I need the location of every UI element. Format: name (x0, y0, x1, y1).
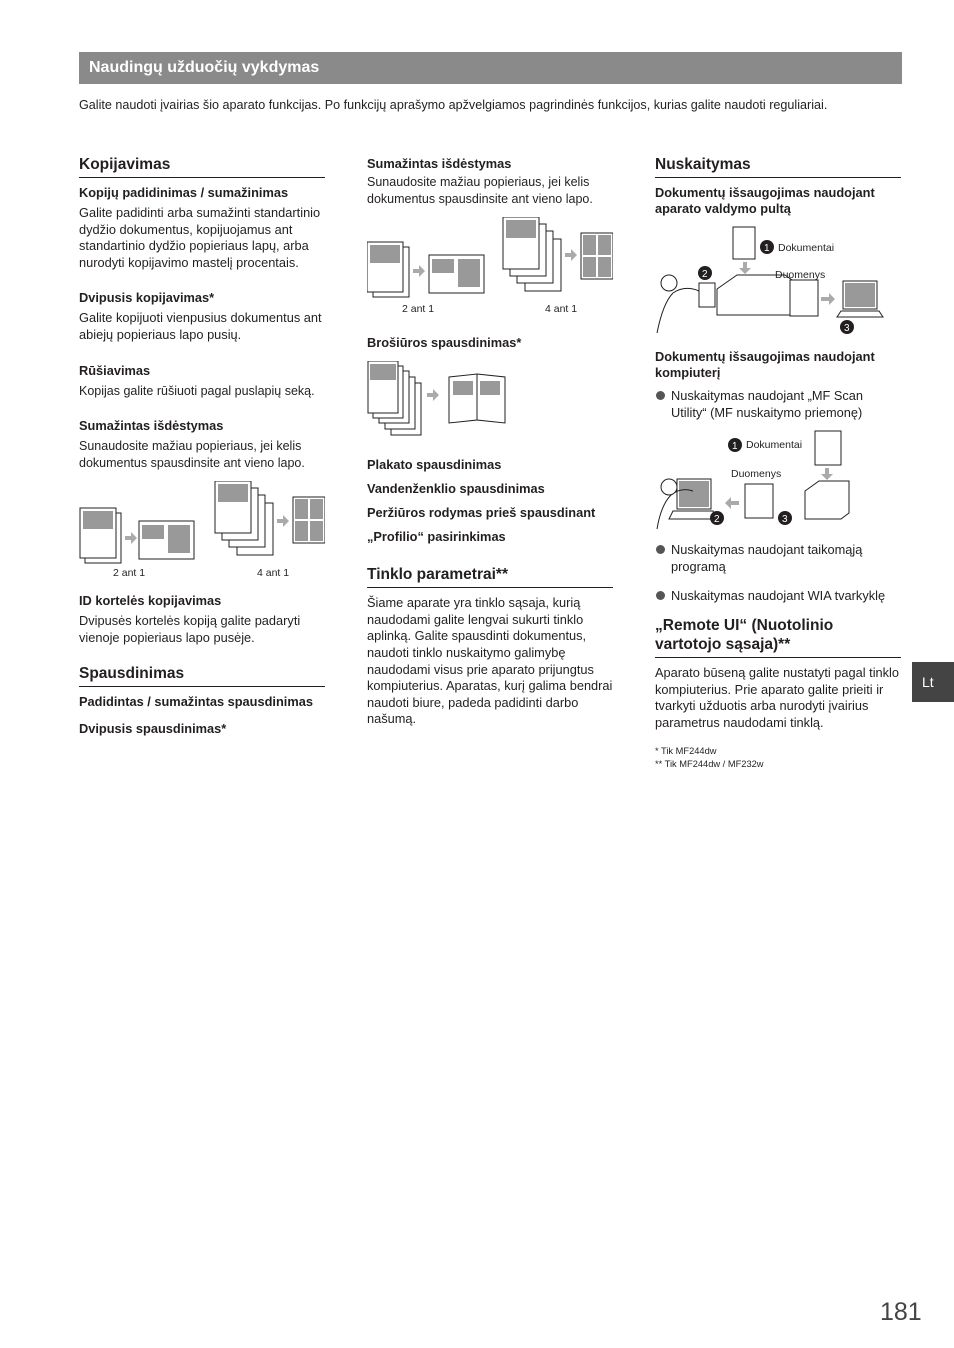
scanning-heading: Nuskaitymas (655, 155, 901, 178)
language-tab (912, 662, 954, 702)
column-left (79, 155, 325, 741)
network-heading: Tinklo parametrai** (367, 565, 613, 588)
fig2-data-label: Duomenys (731, 468, 782, 480)
watermark-heading: Vandenženklio spausdinimas (367, 481, 545, 497)
intro-text: Galite naudoti įvairias šio aparato funkcijas. Po funkcijų aprašymo apžvelgiamos pagrindinės funkcijos, kurias galite naudoti reguliariai. (79, 98, 828, 112)
svg-text:2: 2 (714, 514, 720, 525)
fig-label-2in1: 2 ant 1 (113, 567, 146, 580)
bullet-dot (656, 545, 665, 554)
fig1-doc-label: Dokumentai (778, 242, 835, 254)
svg-text:1: 1 (732, 441, 738, 452)
fig-label-2in1: 2 ant 1 (402, 303, 435, 316)
duplex-copy-text: Galite kopijuoti vienpusius dokumentus ant abiejų popieriaus lapo pusių. (79, 310, 322, 342)
duplex-print-heading: Dvipusis spausdinimas* (79, 720, 227, 736)
booklet-heading: Brošiūros spausdinimas* (367, 335, 522, 351)
copy-enlarge-text: Galite padidinti arba sumažinti standartinio dydžio dokumentus, kopijuojamus ant standartinio dydžio popieriaus lapų, arba nurodyti kopijavimo mastelį procentais. (79, 205, 321, 270)
fig-label-4in1: 4 ant 1 (545, 303, 578, 316)
preview-heading: Peržiūros rodymas prieš spausdinant (367, 505, 596, 521)
bullet-mf-scan-text: Nuskaitymas naudojant „MF Scan Utility“ (MF nuskaitymo priemonę) (671, 388, 864, 420)
duplex-copy-heading: Dvipusis kopijavimas* (79, 290, 215, 306)
svg-text:1: 1 (764, 243, 770, 254)
language-tab-label: Lt (922, 674, 934, 690)
nup-print-illustration (367, 217, 613, 301)
page-number: 181 (880, 1298, 922, 1326)
nup-copy-heading: Sumažintas išdėstymas (79, 418, 224, 434)
poster-heading: Plakato spausdinimas (367, 457, 502, 473)
bullet-app-text: Nuskaitymas naudojant taikomąją programą (671, 542, 863, 574)
scan-pc-figure (655, 429, 901, 537)
nup-copy-text: Sunaudosite mažiau popieriaus, jei kelis dokumentus spausdinsite ant vieno lapo. (79, 439, 305, 470)
bullet-wia-text: Nuskaitymas naudojant WIA tvarkyklę (671, 588, 886, 603)
network-text: Šiame aparate yra tinklo sąsaja, kurią naudodami galite lengvai sukurti tinklo aplinką. Galite spausdinti dokumentus, naudoti tinklo nuskaitymo galimybę naudodami visus prie aparato prijungtus kompiuterius. Aparatas, kurį galima bendrai naudoti biure, padeda padidinti darbo našumą. (367, 595, 613, 727)
nup-print-heading: Sumažintas išdėstymas (367, 156, 512, 171)
bullet-mf-scan (655, 387, 901, 421)
remote-ui-text: Aparato būseną galite nustatyti pagal tinklo kompiuterius. Prie aparato galite prieiti ir tvarkyti užduotis arba nurodyti įvairius parametrus naudodami tinklą. (655, 665, 900, 730)
collate-heading: Rūšiavimas (79, 362, 151, 378)
section-banner (79, 52, 902, 84)
fig-label-4in1: 4 ant 1 (257, 567, 290, 580)
copying-heading: Kopijavimas (79, 155, 325, 178)
scan-panel-heading: Dokumentų išsaugojimas naudojant aparato valdymo pultą (655, 185, 875, 216)
column-middle (367, 156, 613, 728)
nup-print-figure (367, 217, 613, 317)
svg-text:3: 3 (844, 323, 850, 334)
profile-heading: „Profilio“ pasirinkimas (367, 529, 506, 545)
id-card-heading: ID kortelės kopijavimas (79, 593, 222, 609)
collate-text: Kopijas galite rūšiuoti pagal puslapių seką. (79, 383, 315, 398)
column-right (655, 155, 901, 770)
booklet-illustration (367, 361, 527, 437)
nup-copy-figure (79, 481, 325, 581)
scan-panel-figure (655, 225, 901, 343)
fig2-doc-label: Dokumentai (746, 439, 803, 451)
bullet-wia (655, 587, 901, 604)
id-card-text: Dvipusės kortelės kopiją galite padaryti vienoje popieriaus lapo pusėje. (79, 613, 301, 645)
copy-enlarge-heading: Kopijų padidinimas / sumažinimas (79, 185, 289, 200)
scan-pc-heading: Dokumentų išsaugojimas naudojant kompiuterį (655, 349, 875, 380)
footnote-2: ** Tik MF244dw / MF232w (655, 758, 764, 769)
printing-heading: Spausdinimas (79, 664, 325, 687)
nup-print-text: Sunaudosite mažiau popieriaus, jei kelis dokumentus spausdinsite ant vieno lapo. (367, 175, 593, 206)
booklet-figure (367, 361, 613, 437)
footnote-1: * Tik MF244dw (655, 746, 717, 757)
remote-ui-heading: „Remote UI“ (Nuotolinio vartotojo sąsaja)** (655, 616, 901, 658)
fig1-data-label: Duomenys (775, 269, 826, 281)
nup-illustration (79, 481, 325, 565)
bullet-dot (656, 391, 665, 400)
print-enlarge-heading: Padidintas / sumažintas spausdinimas (79, 693, 313, 709)
section-title: Naudingų užduočių vykdymas (89, 59, 320, 76)
svg-text:3: 3 (782, 514, 788, 525)
bullet-dot (656, 591, 665, 600)
svg-text:2: 2 (702, 269, 708, 280)
bullet-app (655, 541, 901, 575)
